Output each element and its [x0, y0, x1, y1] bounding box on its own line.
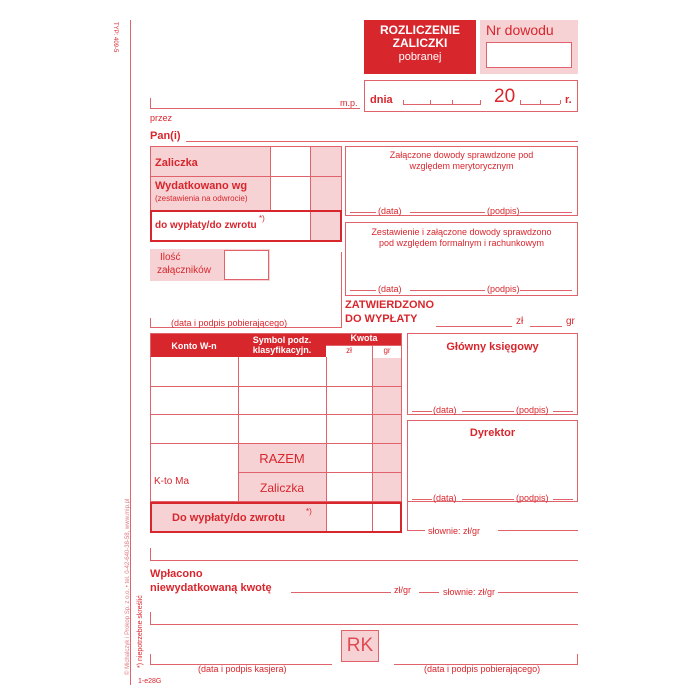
summary-wydatkowano-label: Wydatkowano wg	[155, 180, 248, 192]
check2-podpis-label: (podpis)	[487, 284, 520, 294]
wplacono-slownie-label: słownie: zł/gr	[443, 587, 496, 597]
glowny-podpis-label: (podpis)	[516, 405, 549, 415]
date-year-field[interactable]	[520, 104, 560, 105]
doc-number-label: Nr dowodu	[486, 22, 554, 38]
doc-number-field[interactable]	[486, 42, 572, 68]
footnote: *) niepotrzebne skreślić	[137, 595, 144, 668]
ilosc-label-2: załączników	[157, 265, 211, 276]
col-symbol-1: Symbol podz.	[252, 335, 312, 345]
table-do-wyplaty-label: Do wypłaty/do zwrotu	[172, 512, 286, 524]
pan-name-field[interactable]	[186, 141, 578, 142]
approve-label-1: ZATWIERDZONO	[345, 299, 435, 311]
col-gr: gr	[383, 346, 391, 355]
summary-zestawienie-note: (zestawienia na odwrocie)	[155, 194, 248, 203]
ilosc-field[interactable]	[224, 250, 269, 280]
check1-text-1: Załączone dowody sprawdzone pod	[389, 150, 534, 160]
table-row[interactable]	[150, 414, 402, 415]
table-row[interactable]	[150, 443, 402, 444]
date-year-prefix: 20	[494, 86, 516, 107]
dyrektor-data-label: (data)	[433, 493, 457, 503]
col-zl: zł	[346, 346, 352, 355]
stamp-line	[150, 108, 360, 109]
wplacono-slownie-field[interactable]	[498, 592, 578, 593]
check1-data-label: (data)	[378, 206, 402, 216]
kasjer-label: (data i podpis kasjera)	[198, 664, 287, 674]
wplacono-label-2: niewydatkowaną kwotę	[150, 582, 272, 594]
check2-text-2: pod względem formalnym i rachunkowym	[378, 238, 545, 248]
summary-asterisk: *)	[259, 214, 265, 223]
approve-zl-field[interactable]	[436, 326, 512, 327]
col-konto: Konto W-n	[171, 341, 217, 351]
type-code: TYP: 409-5	[112, 22, 118, 53]
date-dnia-label: dnia	[370, 94, 393, 106]
title-line-1: ROZLICZENIE	[380, 23, 460, 37]
form-code: 1-e28G	[138, 678, 162, 685]
wydatkowano-zl-field[interactable]	[271, 178, 309, 208]
wplacono-label-1: Wpłacono	[150, 568, 203, 580]
check1-text-2: względem merytorycznym	[409, 161, 514, 171]
summary-zaliczka-label: Zaliczka	[155, 157, 198, 169]
slownie-1-label: słownie: zł/gr	[428, 526, 481, 536]
title-line-3: pobranej	[398, 51, 442, 63]
title-line-2: ZALICZKI	[392, 36, 448, 50]
amount-words-line[interactable]	[150, 560, 578, 561]
publisher-imprint: © Michalczyk i Prokop Sp. z o.o. • tel. 0-42-640-38-58, www.mip.pl	[125, 498, 131, 675]
date-day-month-field[interactable]	[403, 104, 481, 105]
summary-do-wyplaty-label: do wypłaty/do zwrotu	[155, 220, 257, 231]
pobierajacy-label: (data i podpis pobierającego)	[171, 318, 288, 328]
pan-label: Pan(i)	[150, 130, 181, 142]
approve-zl-label: zł	[516, 316, 524, 327]
pobierajacy-bottom-label: (data i podpis pobierającego)	[424, 664, 541, 674]
zaliczka-zl-field[interactable]	[271, 148, 309, 174]
wplacono-zl-gr-label: zł/gr	[394, 585, 412, 595]
glowny-title: Główny księgowy	[446, 341, 539, 353]
date-r-label: r.	[565, 94, 572, 106]
check2-text-1: Zestawienie i załączone dowody sprawdzono	[371, 227, 552, 237]
check1-podpis-label: (podpis)	[487, 206, 520, 216]
check2-data-label: (data)	[378, 284, 402, 294]
document-title-block	[364, 20, 476, 74]
col-kwota: Kwota	[350, 333, 378, 343]
stamp-bracket	[150, 98, 151, 108]
kto-ma-label: K-to Ma	[154, 476, 190, 487]
table-row[interactable]	[150, 386, 402, 387]
wplacono-words-line[interactable]	[150, 624, 578, 625]
slownie-1-field[interactable]	[498, 530, 578, 531]
razem-label: RAZEM	[259, 451, 305, 466]
approve-gr-label: gr	[566, 316, 575, 327]
dyrektor-podpis-label: (podpis)	[516, 493, 549, 503]
stamp-label: m.p.	[340, 98, 358, 108]
ilosc-label-1: Ilość	[160, 252, 181, 263]
do-wyplaty-zl-field[interactable]	[271, 213, 309, 240]
table-zaliczka-label: Zaliczka	[259, 481, 304, 495]
glowny-data-label: (data)	[433, 405, 457, 415]
col-symbol-2: klasyfikacyjn.	[252, 345, 312, 355]
wplacono-amount-field[interactable]	[291, 592, 391, 593]
rk-stamp: RK	[341, 630, 379, 662]
table-asterisk: *)	[306, 507, 312, 516]
dyrektor-title: Dyrektor	[469, 427, 516, 439]
approve-gr-field[interactable]	[530, 326, 562, 327]
przez-label: przez	[150, 113, 173, 123]
approve-label-2: DO WYPŁATY	[345, 313, 418, 325]
date-row	[364, 80, 578, 112]
